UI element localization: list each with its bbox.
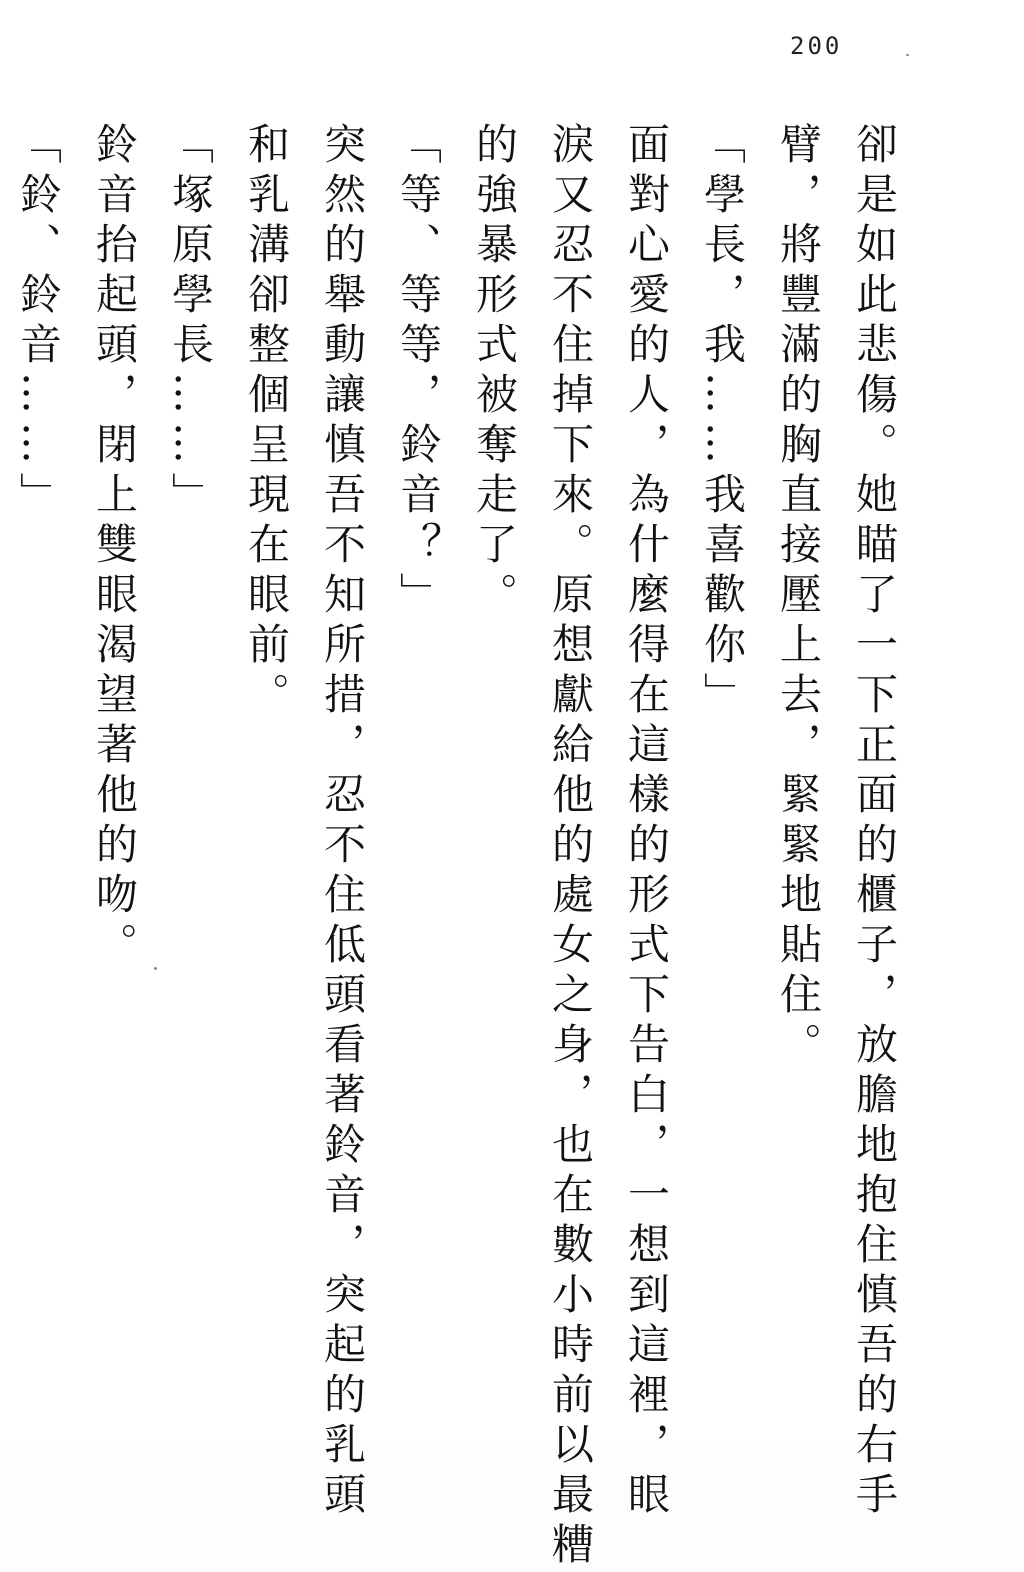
- text-line: 臂，將豐滿的胸直接壓上去，緊緊地貼住。: [774, 122, 823, 1072]
- text-line: 突然的舉動讓慎吾不知所措，忍不住低頭看著鈴音，突起的乳頭: [318, 122, 367, 1522]
- scan-speck: [906, 54, 909, 56]
- text-line: 「學長，我……我喜歡你」: [698, 122, 747, 722]
- text-line: 面對心愛的人，為什麼得在這樣的形式下告白，一想到這裡，眼: [622, 122, 671, 1522]
- text-line: 卻是如此悲傷。她瞄了一下正面的櫃子，放膽地抱住慎吾的右手: [850, 122, 899, 1522]
- text-line: 的強暴形式被奪走了。: [470, 122, 519, 622]
- body-text: [0, 122, 912, 1572]
- text-line: 淚又忍不住掉下來。原想獻給他的處女之身，也在數小時前以最糟: [546, 122, 595, 1572]
- text-line: 「鈴、鈴音……」: [14, 122, 63, 522]
- text-line: 和乳溝卻整個呈現在眼前。: [242, 122, 291, 722]
- text-line: 鈴音抬起頭，閉上雙眼渴望著他的吻。: [90, 122, 139, 972]
- text-line: 「等、等等，鈴音？」: [394, 122, 443, 622]
- page-number: 200: [790, 32, 843, 60]
- text-line: 「塚原學長……」: [166, 122, 215, 522]
